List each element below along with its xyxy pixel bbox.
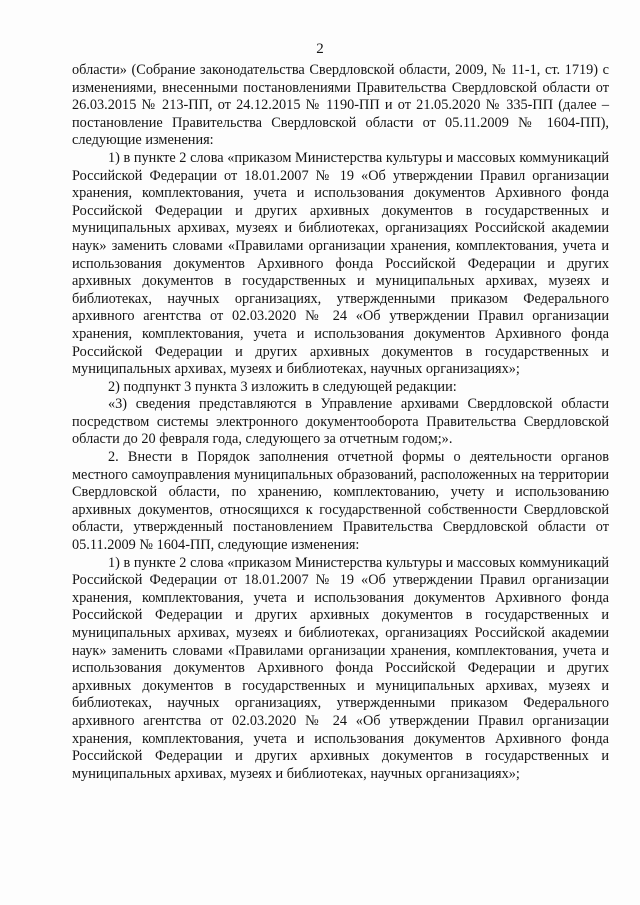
paragraph-item-1-1: 1) в пункте 2 слова «приказом Министерства культуры и массовых коммуникаций Российской Федерации от 18.01.2007 № 19 «Об утверждении Правил организации хранения, комплектования, учета и использования документов Архивного фонда Российской Федерации и других архивных документов в государственных и муниципальных архивах, музеях и библиотеках, организациях Российской академии наук» заменить словами «Правилами организации хранения, комплектования, учета и использования документов Архивного фонда Российской Федерации и других архивных документов в государственных и муниципальных архивах, музеях и библиотеках, научных организациях, утвержденными приказом Федерального архивного агентства от 02.03.2020 № 24 «Об утверждении Правил организации хранения, комплектования, учета и использования документов Архивного фонда Российской Федерации и других архивных документов в государственных и муниципальных архивах, музеях и библиотеках, научных организациях»; — [72, 149, 609, 378]
paragraph-section-2: 2. Внести в Порядок заполнения отчетной формы о деятельности органов местного самоуправления муниципальных образований, расположенных на территории Свердловской области, по хранению, комплектованию, учету и использованию архивных документов, относящихся к государственной собственности Свердловской области, утвержденный постановлением Правительства Свердловской области от 05.11.2009 № 1604-ПП, следующие изменения: — [72, 449, 609, 554]
paragraph-continuation: области» (Собрание законодательства Свердловской области, 2009, № 11-1, ст. 1719) с изменениями, внесенными постановлениями Правительства Свердловской области от 26.03.2015 № 213-ПП, от 24.12.2015 № 1190-ПП и от 21.05.2020 № 335-ПП (далее – постановление Правительства Свердловской области от 05.11.2009 № 1604-ПП), следующие изменения: — [72, 62, 609, 149]
paragraph-item-1-2: 2) подпункт 3 пункта 3 изложить в следующей редакции: — [108, 378, 457, 395]
page-number: 2 — [316, 41, 324, 57]
paragraph-item-2-1: 1) в пункте 2 слова «приказом Министерства культуры и массовых коммуникаций Российской Федерации от 18.01.2007 № 19 «Об утверждении Правил организации хранения, комплектования, учета и использования документов Архивного фонда Российской Федерации и других архивных документов в государственных и муниципальных архивах, музеях и библиотеках, организациях Российской академии наук» заменить словами «Правилами организации хранения, комплектования, учета и использования документов Архивного фонда Российской Федерации и других архивных документов в государственных и муниципальных архивах, музеях и библиотеках, научных организациях, утвержденными приказом Федерального архивного агентства от 02.03.2020 № 24 «Об утверждении Правил организации хранения, комплектования, учета и использования документов Архивного фонда Российской Федерации и других архивных документов в государственных и муниципальных архивах, музеях и библиотеках, научных организациях»; — [72, 554, 609, 782]
paragraph-item-1-2-text: «3) сведения представляются в Управление архивами Свердловской области посредством системы электронного документооборота Правительства Свердловской области до 20 февраля года, следующего за отчетным годом;». — [72, 396, 609, 448]
document-body — [72, 62, 609, 783]
